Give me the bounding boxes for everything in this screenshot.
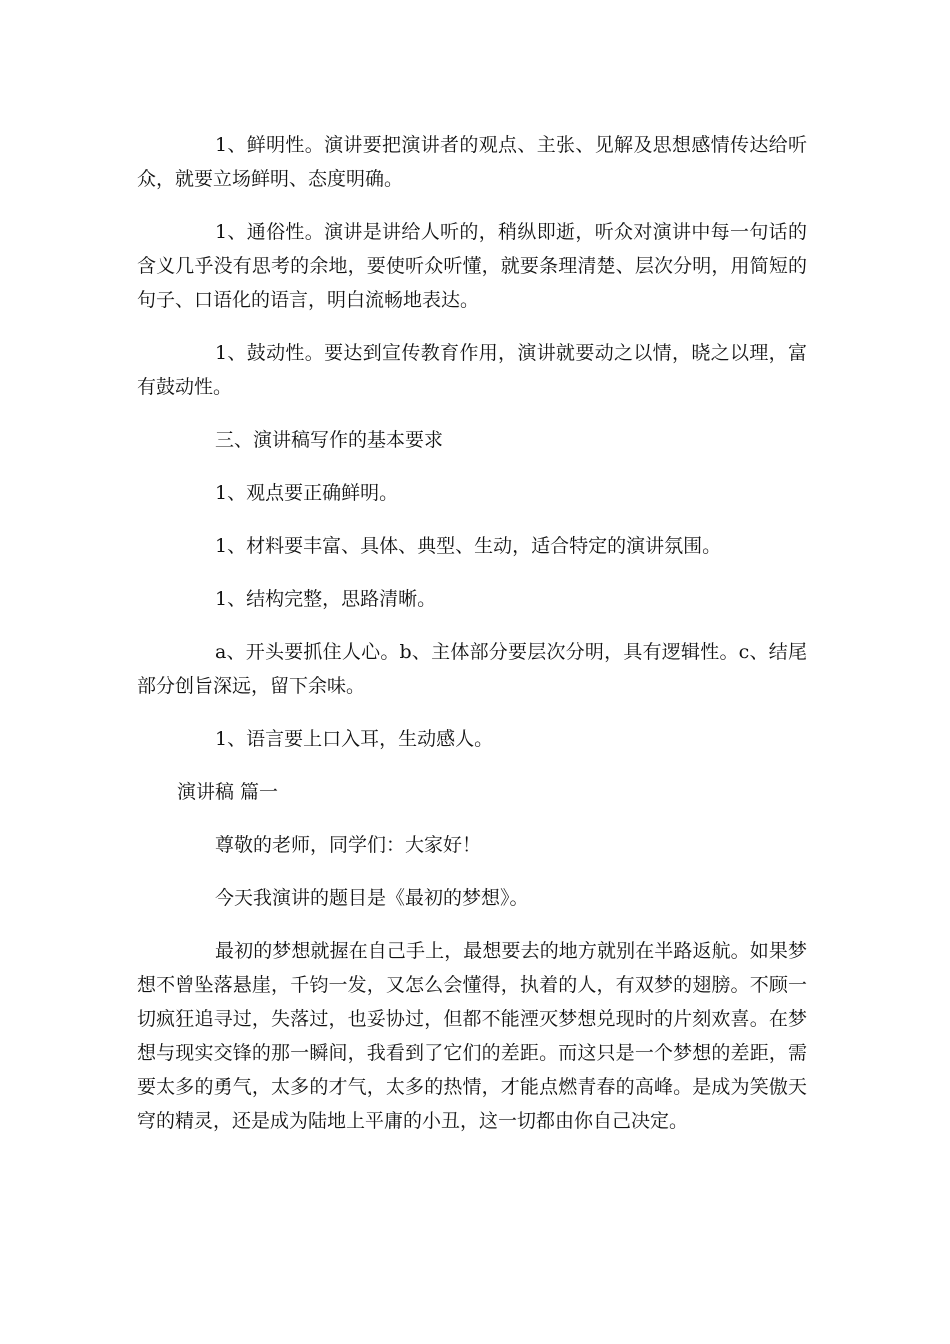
paragraph-topic: 今天我演讲的题目是《最初的梦想》。 (215, 887, 529, 909)
paragraph-structure-detail: a、开头要抓住人心。b、主体部分要层次分明，具有逻辑性。c、结尾部分创旨深远，留下余味。 (137, 641, 807, 697)
paragraph-material: 1、材料要丰富、具体、典型、生动，适合特定的演讲氛围。 (215, 535, 722, 557)
document-body (137, 128, 807, 1157)
paragraph-popularity: 1、通俗性。演讲是讲给人听的，稍纵即逝，听众对演讲中每一句话的含义几乎没有思考的余地，要使听众听懂，就要条理清楚、层次分明，用简短的句子、口语化的语言，明白流畅地表达。 (137, 221, 807, 311)
paragraph-language: 1、语言要上口入耳，生动感人。 (215, 728, 494, 750)
paragraph-inspiring: 1、鼓动性。要达到宣传教育作用，演讲就要动之以情，晓之以理，富有鼓动性。 (137, 342, 807, 398)
paragraph-structure: 1、结构完整，思路清晰。 (215, 588, 437, 610)
paragraph-clarity: 1、鲜明性。演讲要把演讲者的观点、主张、见解及思想感情传达给听众，就要立场鲜明、态度明确。 (137, 134, 807, 190)
paragraph-greeting: 尊敬的老师，同学们：大家好！ (215, 834, 482, 856)
paragraph-dream: 最初的梦想就握在自己手上，最想要去的地方就别在半路返航。如果梦想不曾坠落悬崖，千钧一发，又怎么会懂得，执着的人，有双梦的翅膀。不顾一切疯狂追寻过，失落过，也妥协过，但都不能湮灭梦想兑现时的片刻欢喜。在梦想与现实交锋的那一瞬间，我看到了它们的差距。而这只是一个梦想的差距，需要太多的勇气，太多的才气，太多的热情，才能点燃青春的高峰。是成为笑傲天穹的精灵，还是成为陆地上平庸的小丑，这一切都由你自己决定。 (137, 940, 807, 1132)
speech-title: 演讲稿 篇一 (177, 781, 279, 803)
section-heading-requirements: 三、演讲稿写作的基本要求 (215, 429, 444, 451)
paragraph-viewpoint: 1、观点要正确鲜明。 (215, 482, 399, 504)
